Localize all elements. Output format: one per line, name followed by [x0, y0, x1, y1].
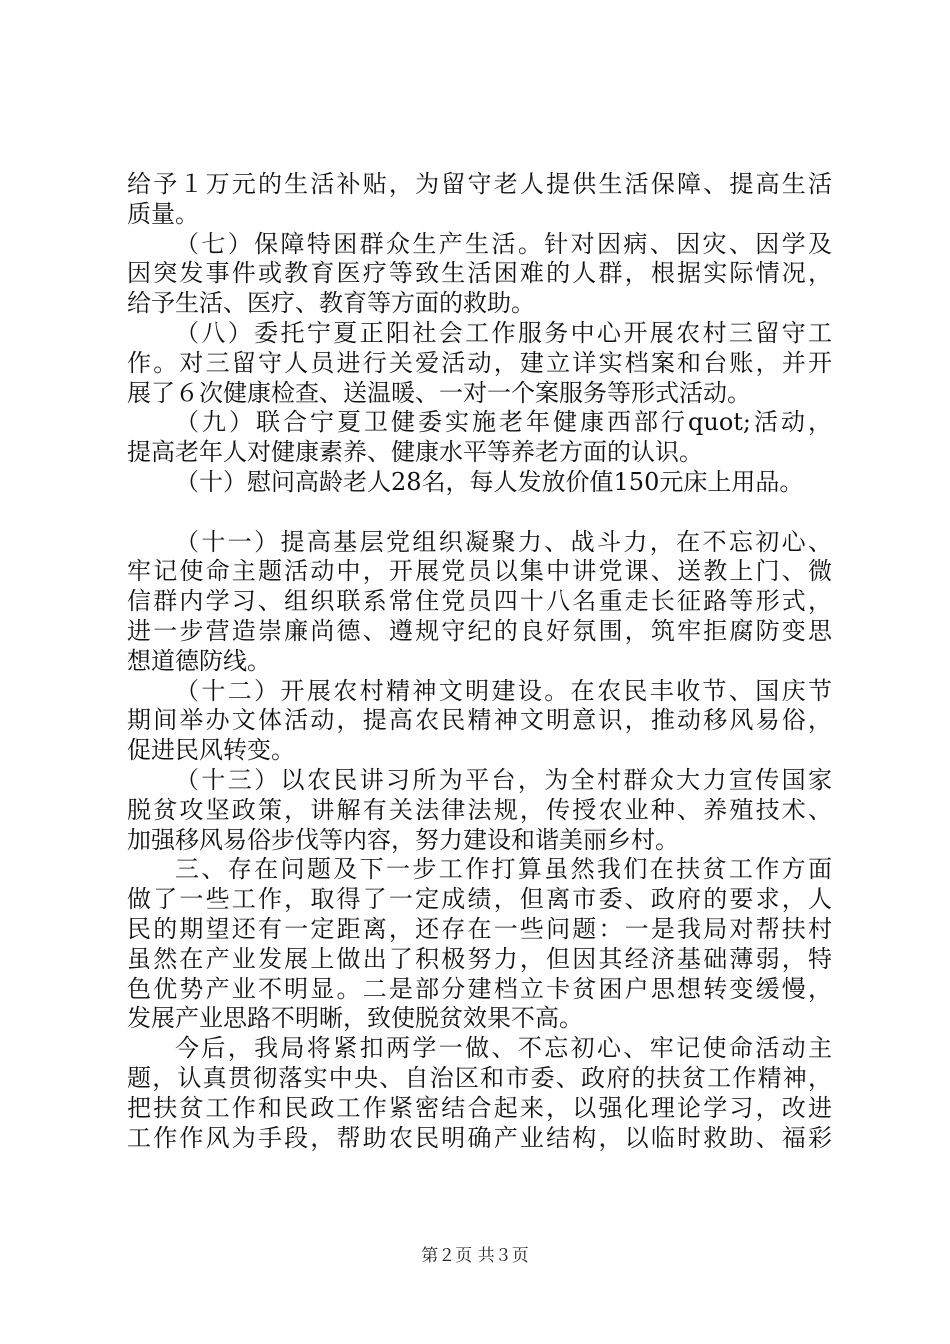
- text-line: （十一）提高基层党组织凝聚力、战斗力，在不忘初心、: [175, 527, 832, 556]
- text-line: 今后，我局将紧扣两学一做、不忘初心、牢记使命活动主: [175, 1034, 832, 1063]
- text-line: 发展产业思路不明晰，致使脱贫效果不高。: [127, 1004, 583, 1033]
- text-line: 提高老年人对健康素养、健康水平等养老方面的认识。: [127, 438, 703, 467]
- text-line: （九）联合宁夏卫健委实施老年健康西部行quot;活动，: [175, 408, 832, 437]
- paragraph-gap: [127, 498, 832, 528]
- text-line: 想道德防线。: [127, 646, 271, 675]
- text-line: 信群内学习、组织联系常住党员四十八名重走长征路等形式，: [127, 587, 832, 616]
- text-line: 给予１万元的生活补贴，为留守老人提供生活保障、提高生活: [127, 170, 832, 198]
- text-line: 作。对三留守人员进行关爱活动，建立详实档案和台账，并开: [127, 348, 832, 377]
- text-line: 三、存在问题及下一步工作打算虽然我们在扶贫工作方面: [175, 855, 832, 884]
- text-line: 做了一些工作，取得了一定成绩，但离市委、政府的要求，人: [127, 885, 832, 914]
- text-line: 因突发事件或教育医疗等致生活困难的人群，根据实际情况，: [127, 259, 832, 288]
- text-line: （八）委托宁夏正阳社会工作服务中心开展农村三留守工: [175, 318, 832, 347]
- text-line: 加强移风易俗步伐等内容，努力建设和谐美丽乡村。: [127, 825, 679, 854]
- text-line: 给予生活、医疗、教育等方面的救助。: [127, 289, 535, 318]
- text-line: 题，认真贯彻落实中央、自治区和市委、政府的扶贫工作精神，: [127, 1063, 832, 1092]
- text-line: 色优势产业不明显。二是部分建档立卡贫困户思想转变缓慢，: [127, 974, 832, 1003]
- text-line: 工作作风为手段，帮助农民明确产业结构，以临时救助、福彩: [127, 1123, 832, 1152]
- text-line: 质量。: [127, 199, 199, 228]
- page-number-footer: 第２页 共３页: [421, 1246, 529, 1266]
- text-line: （十）慰问高龄老人28名，每人发放价值150元床上用品。: [175, 467, 804, 496]
- text-line: 民的期望还有一定距离，还存在一些问题：一是我局对帮扶村: [127, 914, 832, 943]
- text-line: 期间举办文体活动，提高农民精神文明意识，推动移风易俗，: [127, 706, 832, 735]
- text-line: 牢记使命主题活动中，开展党员以集中讲党课、送教上门、微: [127, 557, 832, 586]
- text-line: 进一步营造崇廉尚德、遵规守纪的良好氛围，筑牢拒腐防变思: [127, 616, 832, 645]
- text-line: 脱贫攻坚政策，讲解有关法律法规，传授农业种、养殖技术、: [127, 795, 832, 824]
- document-body: [127, 170, 832, 1153]
- text-line: 促进民风转变。: [127, 736, 295, 765]
- text-line: （十二）开展农村精神文明建设。在农民丰收节、国庆节: [175, 676, 832, 705]
- text-line: （七）保障特困群众生产生活。针对因病、因灾、因学及: [175, 229, 832, 258]
- text-line: 虽然在产业发展上做出了积极努力，但因其经济基础薄弱，特: [127, 944, 832, 973]
- text-line: （十三）以农民讲习所为平台，为全村群众大力宣传国家: [175, 765, 832, 794]
- text-line: 把扶贫工作和民政工作紧密结合起来，以强化理论学习，改进: [127, 1093, 832, 1122]
- text-line: 展了６次健康检查、送温暖、一对一个案服务等形式活动。: [127, 378, 751, 407]
